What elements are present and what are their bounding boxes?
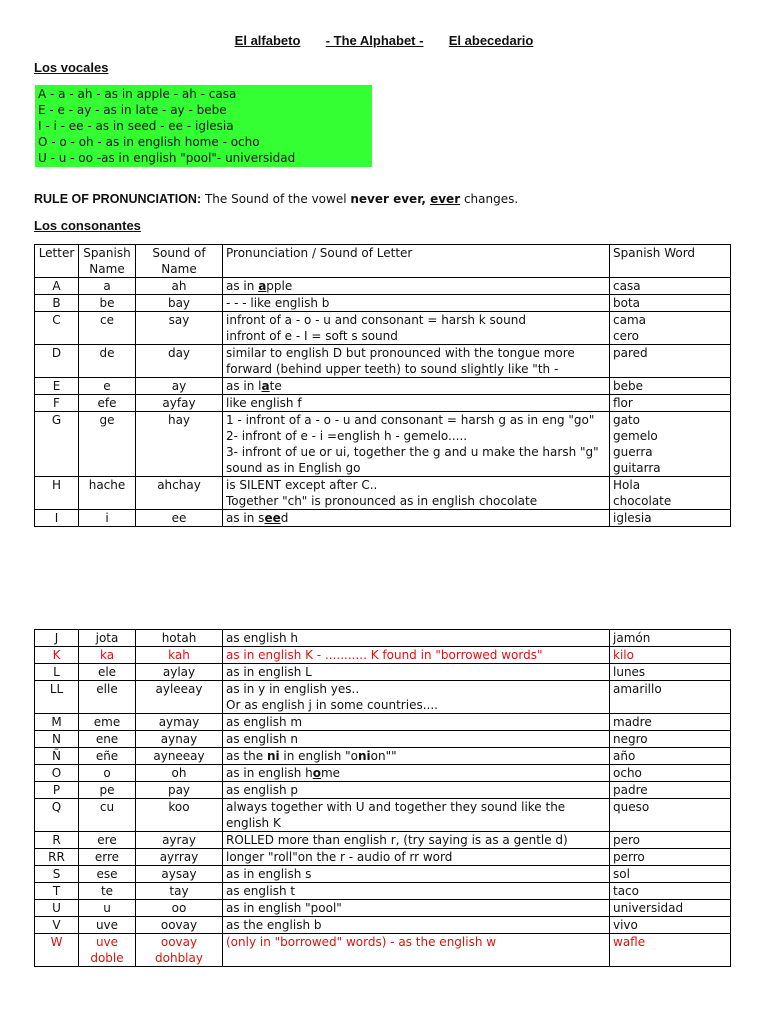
cell-pronunciation [223,832,610,849]
cell-sound-of-name: ahchay [136,477,223,510]
cell-spanish-word-line: año [613,749,636,763]
cell-pronunciation-line: infront of a - o - u and consonant = harsh k sound [226,313,526,327]
cell-spanish-word-line: bota [613,296,641,310]
table-row [35,934,731,967]
table-row [35,295,731,312]
cell-pronunciation [223,731,610,748]
cell-pronunciation-line: as the english b [226,918,322,932]
cell-pronunciation-line: sound as in English go [226,461,361,475]
cell-letter: D [35,345,79,378]
cell-spanish-word-line: Hola [613,478,641,492]
rule-underline: ever [430,192,461,206]
cell-spanish-name: o [79,765,136,782]
cell-sound-of-name: ayray [136,832,223,849]
table-row [35,883,731,900]
table-row [35,630,731,647]
cell-pronunciation-line: as in english L [226,665,312,679]
cell-letter: N [35,731,79,748]
cell-spanish-word-line: bebe [613,379,643,393]
cell-spanish-word [610,714,731,731]
cell-pronunciation-line: as english h [226,631,298,645]
cell-spanish-word-line: taco [613,884,639,898]
cell-spanish-name: ge [79,412,136,477]
cell-pronunciation-line: 1 - infront of a - o - u and consonant = harsh g as in eng "go" [226,413,595,427]
cell-pronunciation [223,748,610,765]
cell-pronunciation [223,312,610,345]
table-row [35,917,731,934]
cell-spanish-word-line: perro [613,850,645,864]
cell-spanish-word-line: cero [613,329,639,343]
cell-spanish-word-line: guerra [613,445,653,459]
table-row [35,731,731,748]
cell-pronunciation-line: similar to english D but pronounced with the tongue more [226,346,575,360]
cell-spanish-name: i [79,510,136,527]
title-english: - The Alphabet - [325,33,424,48]
pronunciation-rule [34,192,518,206]
vowel-line: U - u - oo -as in english "pool"- universidad [38,151,296,165]
cell-spanish-name: ele [79,664,136,681]
table-row [35,748,731,765]
cell-letter: A [35,278,79,295]
cell-spanish-name: elle [79,681,136,714]
cell-pronunciation [223,765,610,782]
cell-pronunciation [223,412,610,477]
consonants-heading: Los consonantes [34,218,141,233]
alphabet-table-2 [34,629,731,967]
table-row [35,345,731,378]
rule-emphasis: never ever, [350,192,431,206]
cell-spanish-word [610,510,731,527]
cell-pronunciation-line: infront of e - I = soft s sound [226,329,398,343]
cell-pronunciation-line: as english m [226,715,303,729]
cell-spanish-word [610,681,731,714]
cell-spanish-word [610,849,731,866]
cell-pronunciation-line: like english f [226,396,302,410]
cell-spanish-word [610,731,731,748]
cell-spanish-name: jota [79,630,136,647]
cell-letter: G [35,412,79,477]
cell-letter: L [35,664,79,681]
cell-spanish-name: ka [79,647,136,664]
cell-spanish-name: e [79,378,136,395]
cell-pronunciation-line: english K [226,816,281,830]
cell-spanish-word-line: pero [613,833,641,847]
cell-pronunciation [223,934,610,967]
table-row [35,664,731,681]
header-pronunciation: Pronunciation / Sound of Letter [223,245,610,278]
cell-pronunciation-line: ROLLED more than english r, (try saying is as a gentle d) [226,833,568,847]
cell-spanish-name: uve doble [79,934,136,967]
cell-pronunciation-line: (only in "borrowed" words) - as the english w [226,935,497,949]
cell-pronunciation [223,883,610,900]
table-row [35,900,731,917]
vowel-line: O - o - oh - as in english home - ocho [38,135,260,149]
cell-spanish-word-line: casa [613,279,641,293]
cell-spanish-name: a [79,278,136,295]
cell-pronunciation-line: Or as english j in some countries.... [226,698,438,712]
rule-text-end: changes. [460,192,519,206]
cell-spanish-word-line: pared [613,346,648,360]
cell-spanish-name: cu [79,799,136,832]
cell-pronunciation-line: forward (behind upper teeth) to sound slightly like "th - [226,362,559,376]
cell-letter: F [35,395,79,412]
table-row [35,799,731,832]
cell-pronunciation [223,917,610,934]
cell-spanish-word [610,934,731,967]
cell-spanish-name: ene [79,731,136,748]
vowel-line: E - e - ay - as in late - ay - bebe [38,103,227,117]
cell-spanish-word-line: negro [613,732,648,746]
cell-sound-of-name: aylay [136,664,223,681]
cell-pronunciation-line: as in seed [226,511,289,525]
cell-spanish-word [610,477,731,510]
cell-spanish-word [610,378,731,395]
cell-letter: O [35,765,79,782]
cell-spanish-name: erre [79,849,136,866]
cell-pronunciation [223,664,610,681]
table-row [35,832,731,849]
cell-pronunciation-line: always together with U and together they sound like the [226,800,566,814]
cell-spanish-name: efe [79,395,136,412]
table-row [35,782,731,799]
cell-spanish-word [610,748,731,765]
cell-letter: Ñ [35,748,79,765]
table-row [35,510,731,527]
title-abecedario: El abecedario [448,33,534,48]
table-row [35,647,731,664]
cell-spanish-word [610,866,731,883]
document-title [0,33,768,48]
vowel-line: A - a - ah - as in apple - ah - casa [38,87,237,101]
cell-letter: I [35,510,79,527]
cell-pronunciation [223,647,610,664]
cell-spanish-name: eñe [79,748,136,765]
cell-pronunciation [223,630,610,647]
cell-sound-of-name: ah [136,278,223,295]
cell-spanish-word [610,883,731,900]
cell-letter: W [35,934,79,967]
cell-spanish-word-line: lunes [613,665,646,679]
cell-spanish-name: ere [79,832,136,849]
table-row [35,714,731,731]
cell-spanish-word-line: madre [613,715,652,729]
cell-sound-of-name: aymay [136,714,223,731]
rule-label: RULE OF PRONUNCIATION: [34,192,202,206]
cell-sound-of-name: pay [136,782,223,799]
cell-letter: B [35,295,79,312]
cell-spanish-word [610,412,731,477]
cell-letter: P [35,782,79,799]
table-row [35,765,731,782]
cell-pronunciation-line: as english n [226,732,298,746]
cell-spanish-word [610,647,731,664]
table-row [35,412,731,477]
cell-spanish-word [610,395,731,412]
alphabet-table-1 [34,244,731,527]
cell-spanish-name: ese [79,866,136,883]
table-row [35,849,731,866]
cell-sound-of-name: oovay [136,917,223,934]
table-header-row [35,245,731,278]
cell-spanish-word-line: gato [613,413,641,427]
cell-spanish-word [610,900,731,917]
header-spanish-word: Spanish Word [610,245,731,278]
cell-spanish-word-line: wafle [613,935,646,949]
cell-spanish-word [610,799,731,832]
cell-sound-of-name: koo [136,799,223,832]
title-spanish: El alfabeto [234,33,301,48]
cell-spanish-name: te [79,883,136,900]
cell-letter: V [35,917,79,934]
cell-pronunciation [223,799,610,832]
cell-sound-of-name: oh [136,765,223,782]
cell-sound-of-name: hotah [136,630,223,647]
cell-letter: T [35,883,79,900]
rule-text: The Sound of the vowel [201,192,351,206]
cell-pronunciation-line: 2- infront of e - i =english h - gemelo..... [226,429,468,443]
cell-pronunciation [223,681,610,714]
table-row [35,681,731,714]
cell-sound-of-name: aynay [136,731,223,748]
cell-pronunciation-line: as in english K - ........... K found in "borrowed words" [226,648,543,662]
cell-sound-of-name: say [136,312,223,345]
cell-pronunciation-line: as in late [226,379,282,393]
cell-spanish-word-line: amarillo [613,682,662,696]
cell-spanish-word [610,278,731,295]
table-row [35,312,731,345]
cell-spanish-name: uve [79,917,136,934]
cell-pronunciation [223,477,610,510]
cell-pronunciation-line: Together "ch" is pronounced as in english chocolate [226,494,538,508]
cell-sound-of-name: ay [136,378,223,395]
cell-spanish-word-line: chocolate [613,494,672,508]
cell-spanish-name: u [79,900,136,917]
cell-pronunciation [223,510,610,527]
cell-pronunciation-line: as in y in english yes.. [226,682,360,696]
cell-sound-of-name: kah [136,647,223,664]
cell-pronunciation-line: - - - like english b [226,296,330,310]
cell-spanish-word [610,782,731,799]
cell-spanish-name: pe [79,782,136,799]
cell-sound-of-name: hay [136,412,223,477]
cell-pronunciation [223,378,610,395]
cell-spanish-word [610,917,731,934]
table-row [35,477,731,510]
cell-spanish-word-line: guitarra [613,461,661,475]
table-row [35,395,731,412]
cell-letter: RR [35,849,79,866]
cell-pronunciation-line: as in english s [226,867,312,881]
header-sound-of-name: Sound of Name [136,245,223,278]
cell-spanish-word-line: ocho [613,766,642,780]
cell-spanish-name: eme [79,714,136,731]
cell-pronunciation [223,395,610,412]
header-spanish-name: Spanish Name [79,245,136,278]
cell-pronunciation-line: 3- infront of ue or ui, together the g and u make the harsh "g" [226,445,599,459]
cell-letter: Q [35,799,79,832]
cell-pronunciation [223,900,610,917]
cell-sound-of-name: day [136,345,223,378]
cell-spanish-word-line: flor [613,396,633,410]
cell-sound-of-name: oovay dohblay [136,934,223,967]
cell-pronunciation [223,782,610,799]
cell-sound-of-name: aysay [136,866,223,883]
cell-spanish-word [610,765,731,782]
cell-letter: K [35,647,79,664]
cell-spanish-word-line: cama [613,313,646,327]
cell-letter: S [35,866,79,883]
cell-spanish-word-line: jamón [613,631,651,645]
cell-spanish-word-line: gemelo [613,429,658,443]
cell-letter: U [35,900,79,917]
cell-pronunciation [223,714,610,731]
cell-spanish-name: de [79,345,136,378]
cell-spanish-word-line: iglesia [613,511,652,525]
cell-spanish-word [610,312,731,345]
cell-spanish-name: be [79,295,136,312]
cell-spanish-word [610,832,731,849]
table-row [35,866,731,883]
cell-sound-of-name: oo [136,900,223,917]
header-letter: Letter [35,245,79,278]
cell-sound-of-name: tay [136,883,223,900]
table-row [35,378,731,395]
table-row [35,278,731,295]
cell-sound-of-name: ayleeay [136,681,223,714]
cell-pronunciation-line: as english t [226,884,296,898]
cell-sound-of-name: bay [136,295,223,312]
cell-spanish-name: hache [79,477,136,510]
cell-pronunciation [223,278,610,295]
cell-pronunciation-line: longer "roll"on the r - audio of rr word [226,850,453,864]
vowels-box [35,85,372,167]
cell-spanish-word [610,630,731,647]
cell-letter: LL [35,681,79,714]
cell-spanish-word-line: queso [613,800,650,814]
cell-sound-of-name: ayrray [136,849,223,866]
cell-pronunciation [223,866,610,883]
vowels-heading: Los vocales [34,60,109,75]
cell-pronunciation-line: as in english home [226,766,341,780]
cell-spanish-word-line: sol [613,867,630,881]
cell-letter: J [35,630,79,647]
cell-letter: C [35,312,79,345]
cell-pronunciation-line: as in apple [226,279,293,293]
cell-sound-of-name: ayneeay [136,748,223,765]
cell-sound-of-name: ayfay [136,395,223,412]
cell-pronunciation-line: as english p [226,783,298,797]
cell-pronunciation-line: is SILENT except after C.. [226,478,378,492]
cell-spanish-word-line: padre [613,783,648,797]
cell-spanish-word [610,345,731,378]
cell-spanish-name: ce [79,312,136,345]
cell-pronunciation-line: as the ni in english "onion"" [226,749,397,763]
cell-spanish-word-line: universidad [613,901,684,915]
cell-letter: H [35,477,79,510]
cell-spanish-word [610,664,731,681]
cell-pronunciation [223,345,610,378]
vowel-line: I - i - ee - as in seed - ee - iglesia [38,119,234,133]
cell-spanish-word-line: vivo [613,918,638,932]
cell-pronunciation [223,849,610,866]
cell-spanish-word-line: kilo [613,648,634,662]
cell-sound-of-name: ee [136,510,223,527]
cell-letter: M [35,714,79,731]
cell-pronunciation-line: as in english "pool" [226,901,342,915]
cell-letter: E [35,378,79,395]
cell-letter: R [35,832,79,849]
cell-pronunciation [223,295,610,312]
cell-spanish-word [610,295,731,312]
